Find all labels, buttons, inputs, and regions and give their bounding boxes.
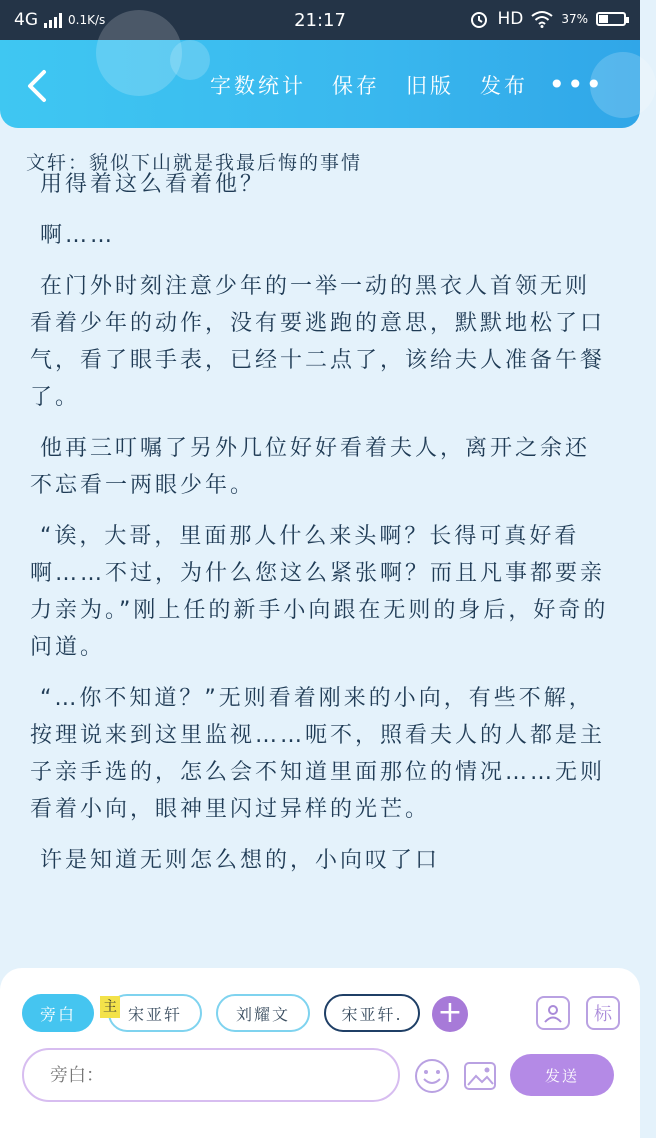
story-paragraph: “…你不知道？”无则看着刚来的小向，有些不解，按理说来到这里监视……呃不，照看夫人的人都是主子亲手选的，怎么会不知道里面那位的情况……无则看着小向，眼神里闪过异样的光芒。: [30, 686, 606, 822]
network-speed: 0.1K/s: [68, 13, 106, 27]
add-role-icon[interactable]: +: [432, 996, 468, 1032]
story-content[interactable]: [30, 172, 612, 968]
image-icon[interactable]: [462, 1058, 498, 1094]
header-menu: [210, 70, 528, 100]
clock: 21:17: [294, 10, 346, 31]
character-icon[interactable]: [536, 996, 570, 1030]
story-paragraph: 用得着这么看着他？: [40, 172, 266, 197]
role-chip-song-yaxuan[interactable]: 宋亚轩: [108, 994, 202, 1032]
tag-icon[interactable]: 标: [586, 996, 620, 1030]
emoji-icon[interactable]: [414, 1058, 450, 1094]
editor-header: [0, 40, 640, 128]
battery-percent: 37%: [561, 12, 588, 26]
hd-indicator: HD: [497, 9, 524, 29]
publish-button[interactable]: 发布: [480, 74, 528, 98]
alarm-icon: [469, 9, 489, 29]
more-icon[interactable]: •••: [548, 68, 604, 101]
role-chip-song-yaxuan-alt[interactable]: 宋亚轩.: [324, 994, 420, 1032]
story-paragraph: 啊……: [40, 223, 116, 248]
main-role-tag: 主: [100, 996, 120, 1018]
story-paragraph: 他再三叮嘱了另外几位好好看着夫人，离开之余还不忘看一两眼少年。: [30, 436, 591, 498]
battery-icon: [596, 12, 626, 26]
send-button[interactable]: 发送: [510, 1054, 614, 1096]
battery-fill: [599, 15, 608, 23]
back-arrow-icon[interactable]: [20, 66, 54, 106]
message-input[interactable]: [22, 1048, 400, 1102]
role-chip-narrator[interactable]: 旁白: [22, 994, 94, 1032]
save-button[interactable]: 保存: [332, 74, 380, 98]
network-type: 4G: [14, 10, 38, 30]
person-icon: [542, 1002, 564, 1024]
role-chip-liu-yaowen[interactable]: 刘耀文: [216, 994, 310, 1032]
wifi-icon: [531, 10, 553, 28]
book-title: 文轩：貌似下山就是我最后悔的事情: [26, 152, 363, 174]
story-paragraph: 许是知道无则怎么想的，小向叹了口: [40, 848, 441, 873]
story-paragraph: “诶，大哥，里面那人什么来头啊？长得可真好看啊……不过，为什么您这么紧张啊？而且凡事都要亲力亲为。”刚上任的新手小向跟在无则的身后，好奇的问道。: [30, 524, 609, 660]
old-version-button[interactable]: 旧版: [406, 74, 454, 98]
word-count-button[interactable]: 字数统计: [210, 74, 306, 98]
story-paragraph: 在门外时刻注意少年的一举一动的黑衣人首领无则看着少年的动作，没有要逃跑的意思，默默地松了口气，看了眼手表，已经十二点了，该给夫人准备午餐了。: [30, 274, 606, 410]
status-bar: [0, 0, 640, 40]
